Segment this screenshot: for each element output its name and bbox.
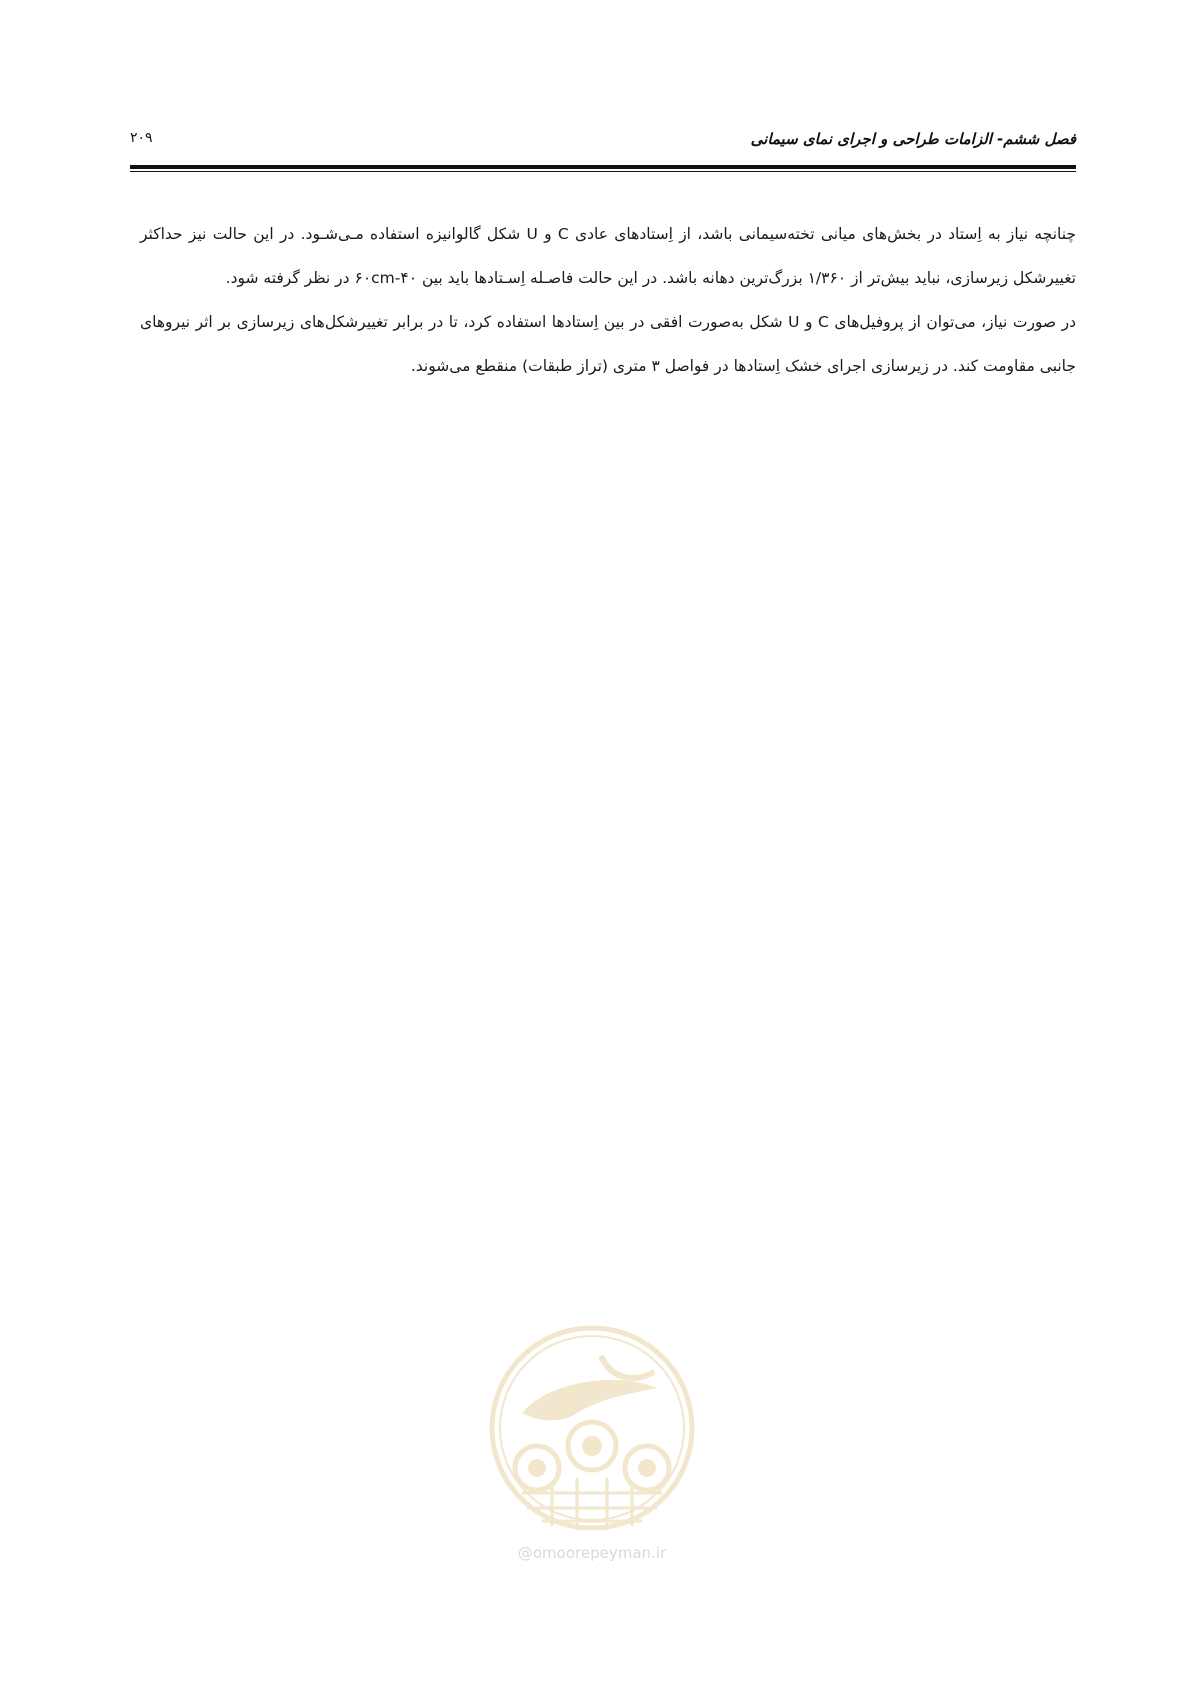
- paragraph-1: چنانچه نیاز به اِستاد در بخش‌های میانی تخته‌سیمانی باشد، از اِستادهای عادی C و U شکل گالوانیزه استفاده مـی‌شـود. در این حالت نیز حداکثر تغییرشکل زیرسازی، نباید بیش‌تر از ۱/۳۶۰ بزرگ‌ترین دهانه باشد. در این حالت فاصـله اِسـتادها باید بین ۴۰-۶۰cm در نظر گرفته شود.: [140, 225, 1076, 287]
- chapter-title: فصل ششم- الزامات طراحی و اجرای نمای سیمانی: [750, 130, 1076, 148]
- header-rule-thin: [130, 171, 1076, 172]
- page-header: [130, 128, 1076, 160]
- watermark-logo: [482, 1318, 702, 1582]
- watermark-emblem-icon: [482, 1318, 702, 1538]
- paragraph-2: در صورت نیاز، می‌توان از پروفیل‌های C و U شکل به‌صورت افقی در بین اِستادها استفاده کرد، تا در برابر تغییرشکل‌های زیرسازی بر اثر نیروهای جانبی مقاومت کند. در زیرسازی اجرای خشک اِستادها در فواصل ۳ متری (تراز طبقات) منقطع می‌شوند.: [140, 313, 1076, 375]
- body-text: [140, 212, 1076, 388]
- page-number: ۲۰۹: [130, 130, 153, 146]
- watermark-caption: @omoorepeyman.ir: [517, 1544, 667, 1562]
- header-rule-thick: [130, 165, 1076, 169]
